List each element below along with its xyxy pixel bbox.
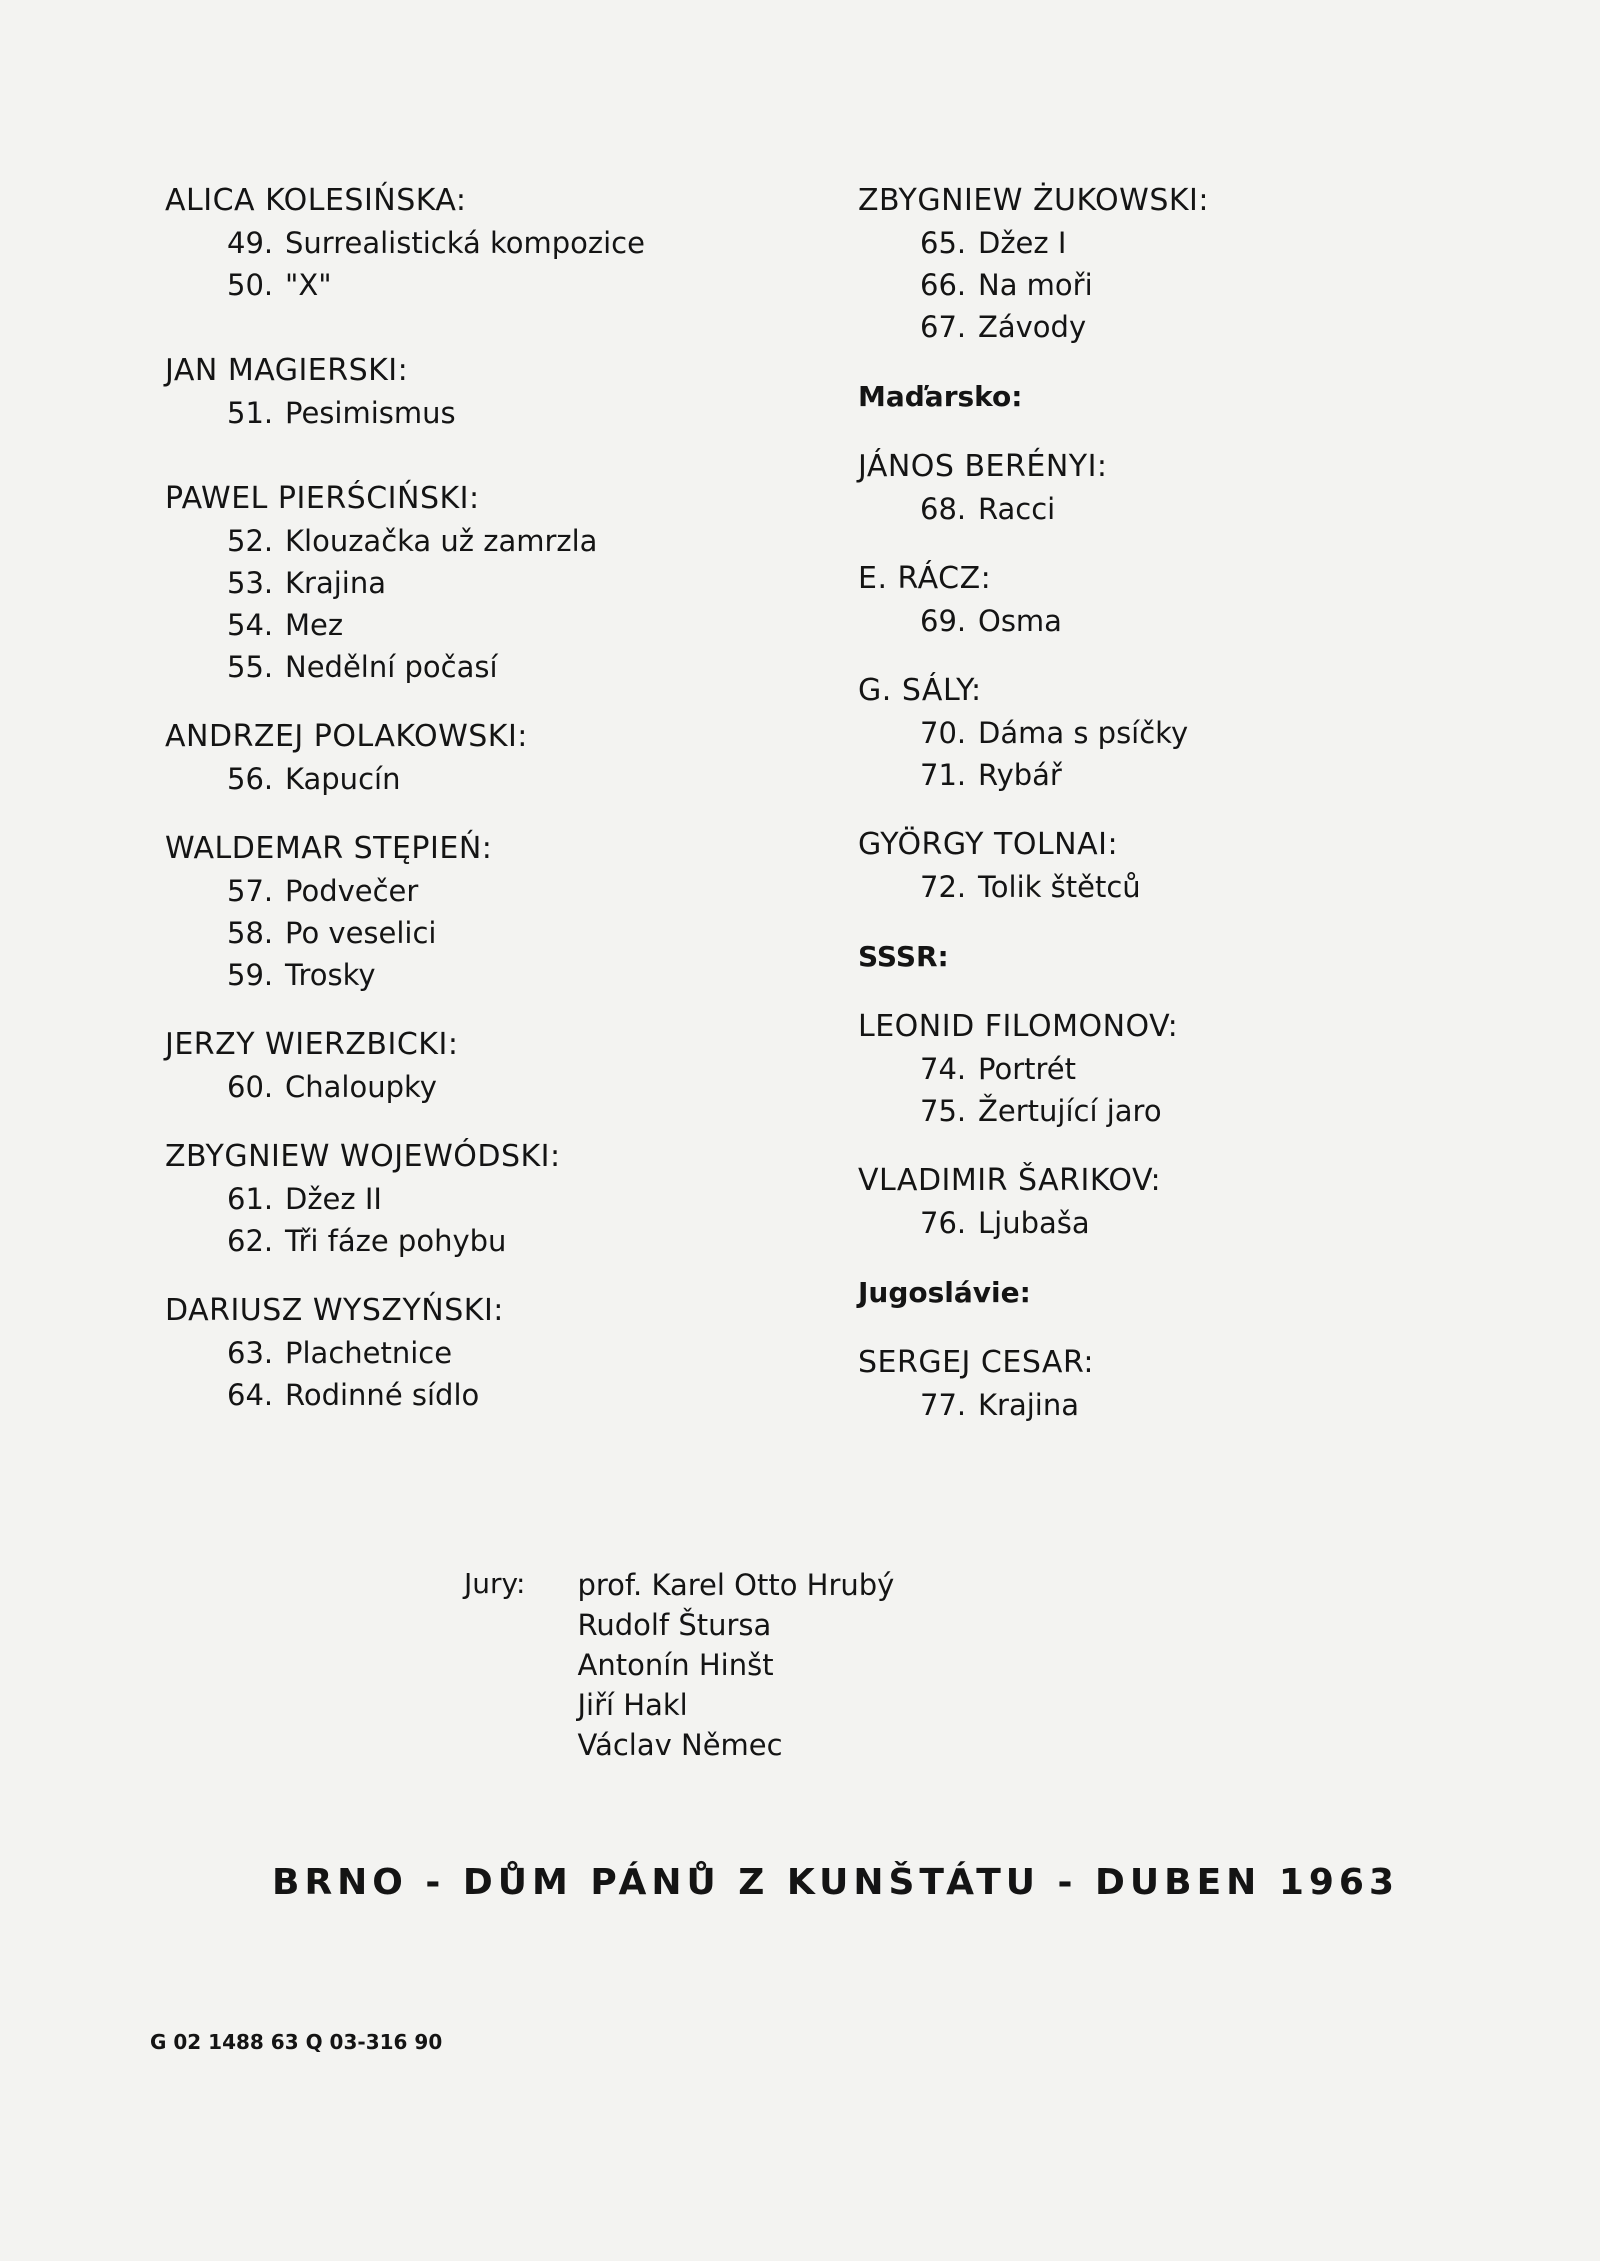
work-title: Závody <box>978 310 1087 344</box>
work-title: Plachetnice <box>285 1336 453 1370</box>
work-number: 59. <box>227 958 274 992</box>
artist-entry <box>165 716 785 800</box>
work-list <box>920 222 1498 348</box>
work-number: 67. <box>920 310 967 344</box>
work-title: Dáma s psíčky <box>978 716 1189 750</box>
work-item <box>920 1090 1498 1132</box>
artist-entry <box>165 1136 785 1262</box>
work-title: Na moři <box>978 268 1093 302</box>
work-item <box>227 1178 785 1220</box>
jury-member: Rudolf Štursa <box>577 1608 772 1642</box>
work-number: 56. <box>227 762 274 796</box>
artist-name: VLADIMIR ŠARIKOV: <box>858 1163 1162 1198</box>
country-heading-ussr: SSSR: <box>858 940 949 973</box>
work-item <box>227 222 785 264</box>
artist-name: JERZY WIERZBICKI: <box>165 1027 459 1062</box>
work-title: Krajina <box>978 1388 1079 1422</box>
artist-name: LEONID FILOMONOV: <box>858 1009 1179 1044</box>
artist-entry <box>858 1006 1498 1132</box>
work-number: 65. <box>920 226 967 260</box>
work-number: 54. <box>227 608 274 642</box>
artist-name: ZBYGNIEW WOJEWÓDSKI: <box>165 1139 561 1174</box>
work-list <box>920 600 1498 642</box>
artist-entry <box>858 558 1498 642</box>
work-list <box>920 1202 1498 1244</box>
work-list <box>920 866 1498 908</box>
work-number: 49. <box>227 226 274 260</box>
work-item <box>920 866 1498 908</box>
work-title: Džez II <box>285 1182 382 1216</box>
work-number: 71. <box>920 758 967 792</box>
work-number: 52. <box>227 524 274 558</box>
artist-name: JAN MAGIERSKI: <box>165 353 409 388</box>
work-number: 50. <box>227 268 274 302</box>
work-list <box>227 520 785 688</box>
country-heading-yugoslavia: Jugoslávie: <box>858 1276 1031 1309</box>
work-number: 74. <box>920 1052 967 1086</box>
work-list <box>227 222 785 306</box>
artist-entry <box>858 824 1498 908</box>
artist-name: ALICA KOLESIŃSKA: <box>165 183 467 218</box>
artist-name: ANDRZEJ POLAKOWSKI: <box>165 719 528 754</box>
work-title: Tolik štětců <box>978 870 1141 904</box>
artist-name: WALDEMAR STĘPIEŃ: <box>165 831 493 866</box>
artist-name: E. RÁCZ: <box>858 561 992 596</box>
artist-entry <box>165 180 785 306</box>
work-list <box>227 1332 785 1416</box>
work-list <box>920 1048 1498 1132</box>
work-number: 63. <box>227 1336 274 1370</box>
work-title: Tři fáze pohybu <box>285 1224 507 1258</box>
work-number: 77. <box>920 1388 967 1422</box>
work-number: 61. <box>227 1182 274 1216</box>
work-item <box>227 392 785 434</box>
work-number: 64. <box>227 1378 274 1412</box>
work-number: 68. <box>920 492 967 526</box>
work-list <box>920 712 1498 796</box>
work-item <box>920 264 1498 306</box>
work-title: Surrealistická kompozice <box>285 226 645 260</box>
work-number: 62. <box>227 1224 274 1258</box>
artist-entry <box>858 1342 1498 1426</box>
work-number: 72. <box>920 870 967 904</box>
work-title: Osma <box>978 604 1062 638</box>
work-item <box>227 604 785 646</box>
work-title: "X" <box>285 268 332 302</box>
work-item <box>227 1066 785 1108</box>
work-number: 66. <box>920 268 967 302</box>
jury-member: Jiří Hakl <box>577 1688 688 1722</box>
artist-entry <box>858 1160 1498 1244</box>
artist-entry <box>165 1290 785 1416</box>
work-item <box>227 1374 785 1416</box>
work-item <box>227 562 785 604</box>
work-title: Ljubaša <box>978 1206 1090 1240</box>
work-title: Trosky <box>285 958 376 992</box>
work-number: 75. <box>920 1094 967 1128</box>
work-number: 69. <box>920 604 967 638</box>
jury-section <box>464 1565 894 1765</box>
artist-name: G. SÁLY: <box>858 673 982 708</box>
work-item <box>920 222 1498 264</box>
work-list <box>227 758 785 800</box>
work-item <box>920 1048 1498 1090</box>
work-list <box>920 488 1498 530</box>
venue-date-title: BRNO - DŮM PÁNŮ Z KUNŠTÁTU - DUBEN 1963 <box>272 1862 1400 1903</box>
work-title: Rybář <box>978 758 1062 792</box>
artist-entry <box>165 350 785 434</box>
work-title: Kapucín <box>285 762 401 796</box>
work-item <box>920 488 1498 530</box>
work-title: Klouzačka už zamrzla <box>285 524 598 558</box>
work-list <box>227 392 785 434</box>
jury-member: Antonín Hinšt <box>577 1648 774 1682</box>
artist-entry <box>858 670 1498 796</box>
work-item <box>920 1384 1498 1426</box>
artist-name: DARIUSZ WYSZYŃSKI: <box>165 1293 504 1328</box>
work-item <box>920 1202 1498 1244</box>
work-title: Nedělní počasí <box>285 650 498 684</box>
work-item <box>227 912 785 954</box>
work-item <box>227 870 785 912</box>
artist-entry <box>165 828 785 996</box>
work-title: Krajina <box>285 566 386 600</box>
artist-name: JÁNOS BERÉNYI: <box>858 449 1108 484</box>
artist-entry <box>165 1024 785 1108</box>
work-item <box>227 758 785 800</box>
work-item <box>227 1220 785 1262</box>
print-code: G 02 1488 63 Q 03-316 90 <box>150 2030 443 2054</box>
artist-name: GYÖRGY TOLNAI: <box>858 827 1119 862</box>
work-item <box>920 306 1498 348</box>
work-number: 55. <box>227 650 274 684</box>
work-item <box>227 264 785 306</box>
work-list <box>227 870 785 996</box>
work-title: Džez I <box>978 226 1067 260</box>
work-item <box>227 954 785 996</box>
jury-label: Jury: <box>464 1567 526 1600</box>
left-column <box>165 180 785 1416</box>
artist-entry <box>165 478 785 688</box>
artist-name: SERGEJ CESAR: <box>858 1345 1094 1380</box>
artist-entry <box>858 446 1498 530</box>
work-number: 57. <box>227 874 274 908</box>
work-number: 51. <box>227 396 274 430</box>
work-list <box>227 1066 785 1108</box>
work-title: Mez <box>285 608 344 642</box>
work-title: Žertující jaro <box>978 1094 1162 1128</box>
work-list <box>227 1178 785 1262</box>
work-item <box>227 520 785 562</box>
work-number: 53. <box>227 566 274 600</box>
artist-entry <box>858 180 1498 348</box>
work-title: Podvečer <box>285 874 419 908</box>
jury-member: Václav Němec <box>577 1728 783 1762</box>
work-title: Portrét <box>978 1052 1076 1086</box>
work-title: Rodinné sídlo <box>285 1378 480 1412</box>
work-item <box>920 600 1498 642</box>
artist-name: ZBYGNIEW ŻUKOWSKI: <box>858 183 1209 218</box>
work-title: Chaloupky <box>285 1070 437 1104</box>
work-number: 70. <box>920 716 967 750</box>
work-number: 58. <box>227 916 274 950</box>
work-title: Po veselici <box>285 916 437 950</box>
work-item <box>227 1332 785 1374</box>
work-title: Racci <box>978 492 1056 526</box>
work-item <box>227 646 785 688</box>
jury-member-list <box>577 1565 894 1765</box>
work-item <box>920 712 1498 754</box>
country-heading-hungary: Maďarsko: <box>858 380 1023 413</box>
artist-name: PAWEL PIERŚCIŃSKI: <box>165 481 480 516</box>
right-column <box>858 180 1498 1426</box>
work-item <box>920 754 1498 796</box>
work-number: 76. <box>920 1206 967 1240</box>
work-number: 60. <box>227 1070 274 1104</box>
work-list <box>920 1384 1498 1426</box>
jury-member: prof. Karel Otto Hrubý <box>577 1568 895 1602</box>
work-title: Pesimismus <box>285 396 456 430</box>
